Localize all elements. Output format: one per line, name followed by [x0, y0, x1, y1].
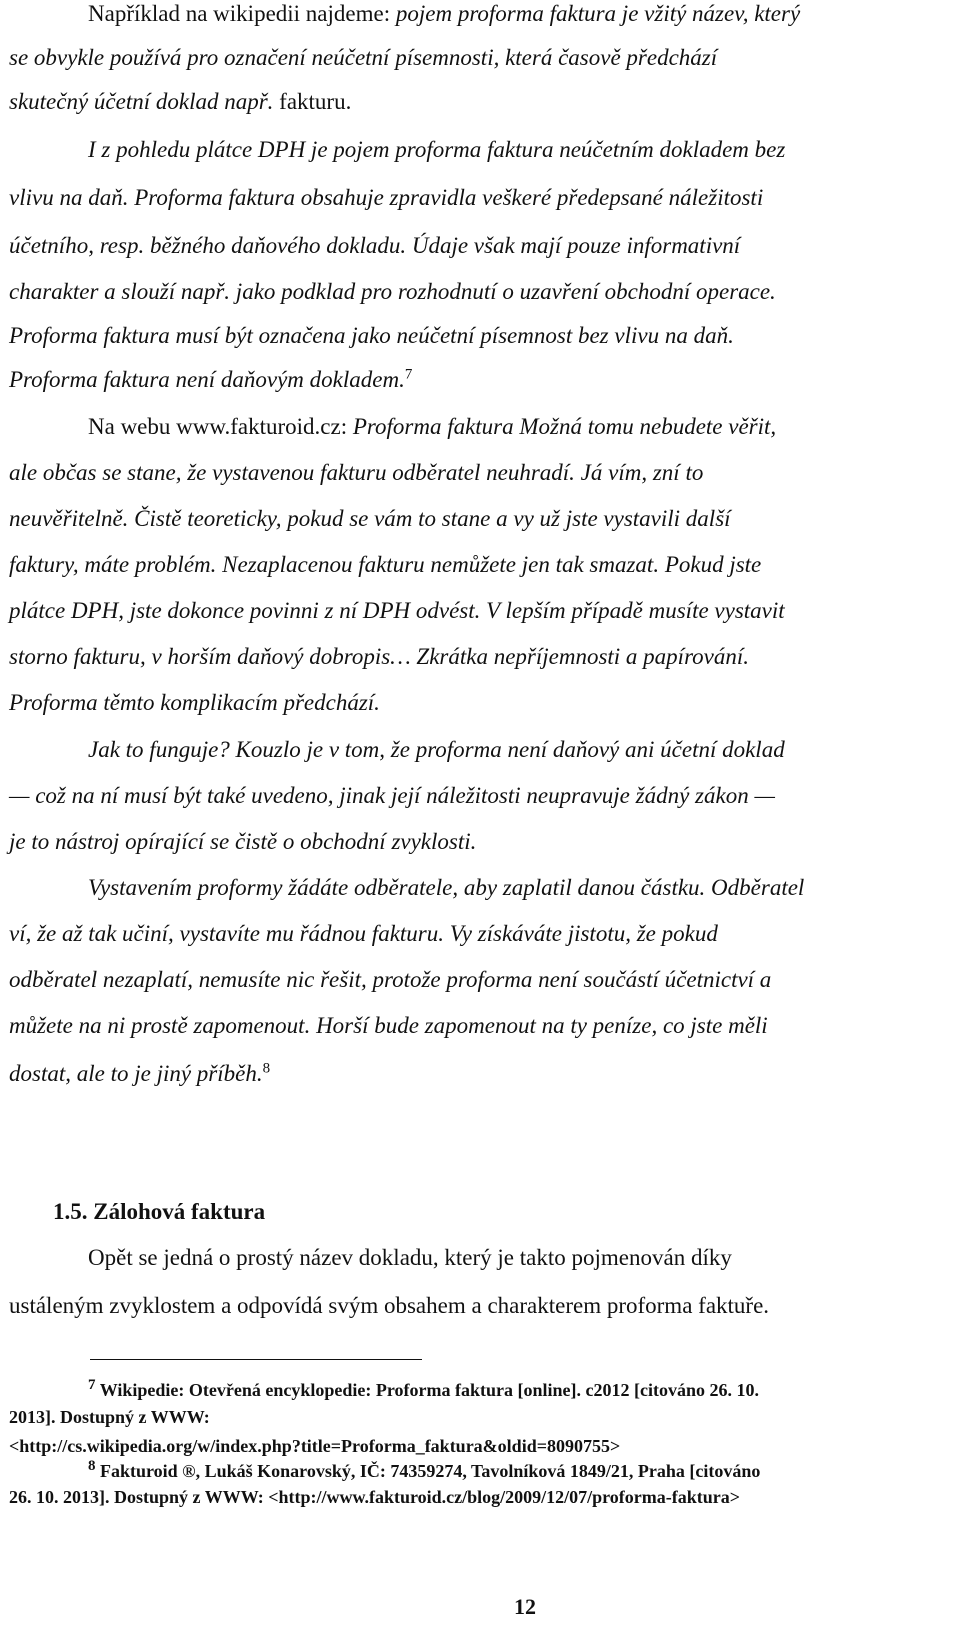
body-line: se obvykle používá pro označení neúčetní písemnosti, která časově předchází [9, 45, 718, 70]
body-line: Vystavením proformy žádáte odběratele, aby zaplatil danou částku. Odběratel [88, 875, 805, 900]
footnote-text: Fakturoid ®, Lukáš Konarovský, IČ: 74359274, Tavolníková 1849/21, Praha [citováno [100, 1461, 761, 1481]
body-line: — což na ní musí být také uvedeno, jinak její náležitosti neupravuje žádný zákon — [9, 783, 775, 808]
body-line: Opět se jedná o prostý název dokladu, který je takto pojmenován díky [88, 1245, 732, 1270]
footnote-text: Wikipedie: Otevřená encyklopedie: Proforma faktura [online]. c2012 [citováno 26. 10. [99, 1380, 759, 1400]
body-line: účetního, resp. běžného daňového dokladu. Údaje však mají pouze informativní [9, 233, 741, 258]
section-title: Zálohová faktura [93, 1199, 266, 1224]
body-line: Proforma faktura musí být označena jako neúčetní písemnost bez vlivu na daň. [9, 323, 734, 348]
body-line: Proforma těmto komplikacím předchází. [9, 690, 380, 715]
body-line: můžete na ni prostě zapomenout. Horší bude zapomenout na ty peníze, co jste měli [9, 1013, 768, 1038]
footnote-line: 2013]. Dostupný z WWW: [9, 1407, 210, 1427]
footnote-link[interactable]: <http://cs.wikipedia.org/w/index.php?title=Proforma_faktura&oldid=8090755> [9, 1436, 621, 1456]
body-line: ale občas se stane, že vystavenou fakturu odběratel neuhradí. Já vím, zní to [9, 460, 704, 485]
body-line [9, 1060, 954, 1088]
body-quote-text: dostat, ale to je jiný příběh. [9, 1061, 263, 1086]
body-line: ví, že až tak učiní, vystavíte mu řádnou fakturu. Vy získáváte jistotu, že pokud [9, 921, 718, 946]
footnote-7 [88, 1379, 960, 1401]
body-quote-text: skutečný účetní doklad např. [9, 89, 280, 114]
body-line [88, 413, 960, 441]
footnote-mark: 8 [88, 1458, 96, 1474]
footnote-reference[interactable]: 8 [262, 1060, 271, 1077]
footnote-mark: 7 [88, 1377, 96, 1393]
body-line [9, 88, 954, 116]
body-text: Na webu www.fakturoid.cz: [88, 414, 353, 439]
body-line: Jak to funguje? Kouzlo je v tom, že proforma není daňový ani účetní doklad [88, 737, 785, 762]
body-text: fakturu. [279, 89, 352, 114]
body-line: charakter a slouží např. jako podklad pro rozhodnutí o uzavření obchodní operace. [9, 279, 776, 304]
page-number: 12 [514, 1594, 536, 1619]
body-text: Například na wikipedii najdeme: [88, 1, 396, 26]
body-quote-text: pojem proforma faktura je vžitý název, který [395, 1, 801, 26]
body-line: vlivu na daň. Proforma faktura obsahuje zpravidla veškeré předepsané náležitosti [9, 185, 764, 210]
footnote-separator [90, 1359, 422, 1360]
footnote-line[interactable]: 26. 10. 2013]. Dostupný z WWW: <http://www.fakturoid.cz/blog/2009/12/07/proforma-faktura> [9, 1487, 741, 1507]
body-line: I z pohledu plátce DPH je pojem proforma faktura neúčetním dokladem bez [88, 137, 786, 162]
body-line [9, 366, 954, 394]
body-line: storno fakturu, v horším daňový dobropis… Zkrátka nepříjemnosti a papírování. [9, 644, 750, 669]
body-line: je to nástroj opírající se čistě o obchodní zvyklosti. [9, 829, 477, 854]
body-quote-text: Proforma faktura Možná tomu nebudete věřit, [352, 414, 777, 439]
body-line: odběratel nezaplatí, nemusíte nic řešit, protože proforma není součástí účetnictví a [9, 967, 772, 992]
section-heading [53, 1199, 265, 1225]
body-line [88, 0, 960, 28]
body-line: plátce DPH, jste dokonce povinni z ní DPH odvést. V lepším případě musíte vystavit [9, 598, 785, 623]
section-number: 1.5. [53, 1199, 88, 1224]
body-line: neuvěřitelně. Čistě teoreticky, pokud se vám to stane a vy už jste vystavili další [9, 506, 731, 531]
footnote-8 [88, 1460, 960, 1482]
body-line: ustáleným zvyklostem a odpovídá svým obsahem a charakterem proforma faktuře. [9, 1293, 770, 1318]
footnote-reference[interactable]: 7 [404, 366, 413, 383]
body-quote-text: Proforma faktura není daňovým dokladem. [9, 367, 405, 392]
body-line: faktury, máte problém. Nezaplacenou fakturu nemůžete jen tak smazat. Pokud jste [9, 552, 762, 577]
